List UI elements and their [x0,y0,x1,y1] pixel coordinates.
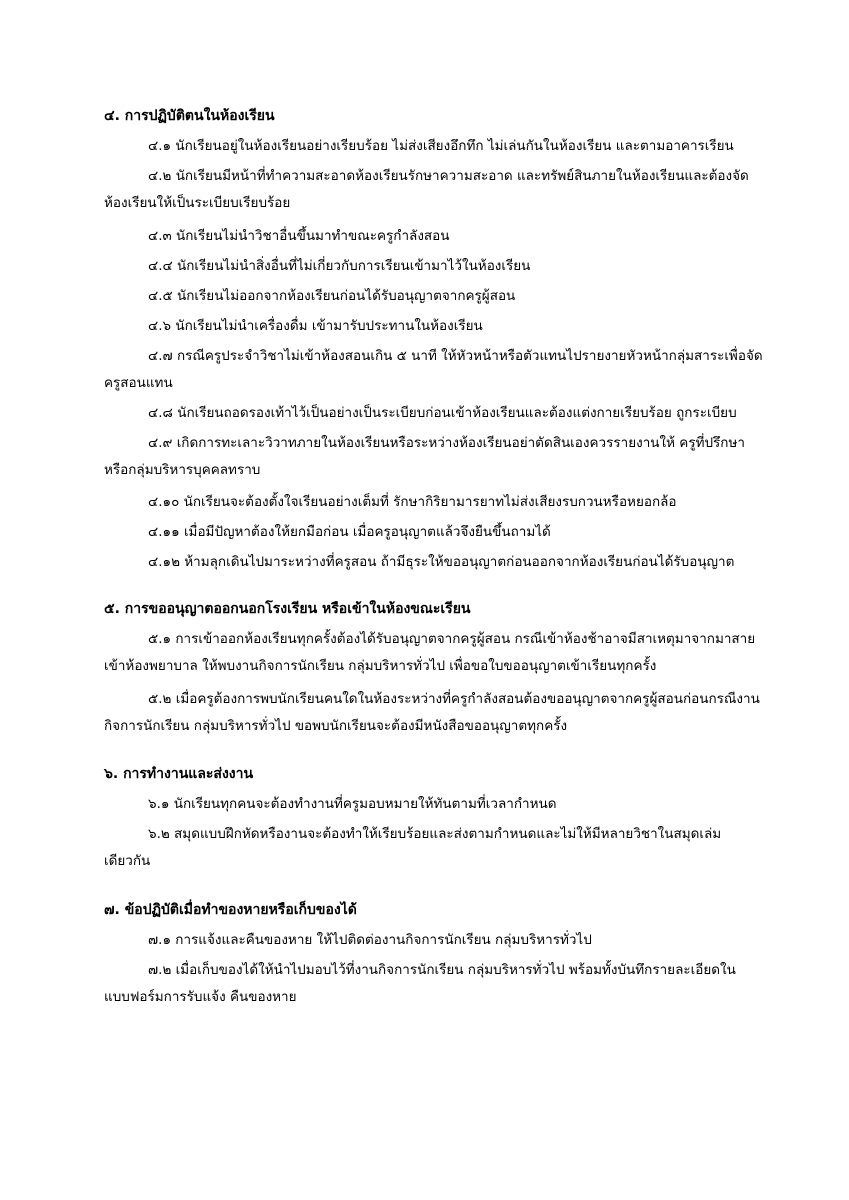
item-text: ๔.๓ นักเรียนไม่นำวิชาอื่นขึ้นมาทำขณะครูกำลังสอน [148,228,450,244]
item-text: ๔.๙ เกิดการทะเลาะวิวาทภายในห้องเรียนหรือระหว่างห้องเรียนอย่าตัดสินเองควรรายงานให้ ครูที่ปรึกษา [148,435,745,451]
item-text: ๔.๘ นักเรียนถอดรองเท้าไว้เป็นอย่างเป็นระเบียบก่อนเข้าห้องเรียนและต้องแต่งกายเรียบร้อย ถูกระเบียบ [148,405,737,421]
section-heading: ๖. การทำงานและส่งงาน [104,766,254,782]
list-item [104,403,794,423]
item-text-continued: ห้องเรียนให้เป็นระเบียบเรียบร้อย [104,195,291,211]
list-item [104,522,794,542]
item-text: ๕.๒ เมื่อครูต้องการพบนักเรียนคนใดในห้องระหว่างที่ครูกำลังสอนต้องขออนุญาตจากครูผู้สอนก่อนกรณีงาน [148,691,760,707]
list-item [104,226,794,246]
list-item [104,960,794,1007]
item-text: ๔.๑ นักเรียนอยู่ในห้องเรียนอย่างเรียบร้อย ไม่ส่งเสียงอึกทึก ไม่เล่นกันในห้องเรียน และตามอาคารเรียน [148,138,734,154]
item-text: ๔.๑๐ นักเรียนจะต้องตั้งใจเรียนอย่างเต็มที่ รักษากิริยามารยาทไม่ส่งเสียงรบกวนหรือหยอกล้อ [148,494,677,510]
list-item [104,316,794,336]
list-item [104,629,794,676]
item-text: ๗.๒ เมื่อเก็บของได้ให้นำไปมอบไว้ที่งานกิจการนักเรียน กลุ่มบริหารทั่วไป พร้อมทั้งบันทึกรายละเอียดใน [148,962,736,978]
item-text: ๔.๕ นักเรียนไม่ออกจากห้องเรียนก่อนได้รับอนุญาตจากครูผู้สอน [148,288,516,304]
list-item [104,286,794,306]
item-text: ๔.๑๒ ห้ามลุกเดินไปมาระหว่างที่ครูสอน ถ้ามีธุระให้ขออนุญาตก่อนออกจากห้องเรียนก่อนได้รับอนุญาต [148,554,735,570]
list-item [104,930,794,950]
item-text-continued: แบบฟอร์มการรับแจ้ง คืนของหาย [104,989,297,1005]
item-text-continued: เข้าห้องพยาบาล ให้พบงานกิจการนักเรียน กลุ่มบริหารทั่วไป เพื่อขอใบขออนุญาตเข้าเรียนทุกครั้ง [104,658,657,674]
item-text: ๔.๖ นักเรียนไม่นำเครื่องดื่ม เข้ามารับประทานในห้องเรียน [148,318,483,334]
list-item [104,166,794,213]
item-text: ๕.๑ การเข้าออกห้องเรียนทุกครั้งต้องได้รับอนุญาตจากครูผู้สอน กรณีเข้าห้องช้าอาจมีสาเหตุมาจากมาสาย [148,631,756,647]
list-item [104,433,794,480]
list-item [104,492,794,512]
section-heading: ๕. การขออนุญาตออกนอกโรงเรียน หรือเข้าในห้องขณะเรียน [104,601,471,617]
item-text: ๔.๒ นักเรียนมีหน้าที่ทำความสะอาดห้องเรียนรักษาความสะอาด และทรัพย์สินภายในห้องเรียนและต้องจัด [148,168,749,184]
item-text-continued: ครูสอนแทน [104,375,173,391]
list-item [104,824,794,871]
list-item [104,794,794,814]
item-text-continued: หรือกลุ่มบริหารบุคคลทราบ [104,462,261,478]
list-item [104,346,794,393]
item-text: ๖.๒ สมุดแบบฝึกหัดหรืองานจะต้องทำให้เรียบร้อยและส่งตามกำหนดและไม่ให้มีหลายวิชาในสมุดเล่ม [148,826,722,842]
list-item [104,256,794,276]
list-item [104,136,794,156]
item-text: ๔.๔ นักเรียนไม่นำสิ่งอื่นที่ไม่เกี่ยวกับการเรียนเข้ามาไว้ในห้องเรียน [148,258,531,274]
list-item [104,552,794,572]
item-text: ๗.๑ การแจ้งและคืนของหาย ให้ไปติดต่องานกิจการนักเรียน กลุ่มบริหารทั่วไป [148,932,592,948]
item-text-continued: กิจการนักเรียน กลุ่มบริหารทั่วไป ขอพบนักเรียนจะต้องมีหนังสือขออนุญาตทุกครั้ง [104,718,568,734]
section-heading: ๔. การปฏิบัติตนในห้องเรียน [104,108,275,124]
item-text: ๖.๑ นักเรียนทุกคนจะต้องทำงานที่ครูมอบหมายให้ทันตามที่เวลากำหนด [148,796,557,812]
item-text-continued: เดียวกัน [104,853,151,869]
list-item [104,689,794,736]
item-text: ๔.๑๑ เมื่อมีปัญหาต้องให้ยกมือก่อน เมื่อครูอนุญาตแล้วจึงยืนขึ้นถามได้ [148,524,551,540]
section-heading: ๗. ข้อปฏิบัติเมื่อทำของหายหรือเก็บของได้ [104,902,357,918]
item-text: ๔.๗ กรณีครูประจำวิชาไม่เข้าห้องสอนเกิน ๕ นาที ให้หัวหน้าหรือตัวแทนไปรายงายหัวหน้ากลุ่มสาระเพื่อจัด [148,348,763,364]
